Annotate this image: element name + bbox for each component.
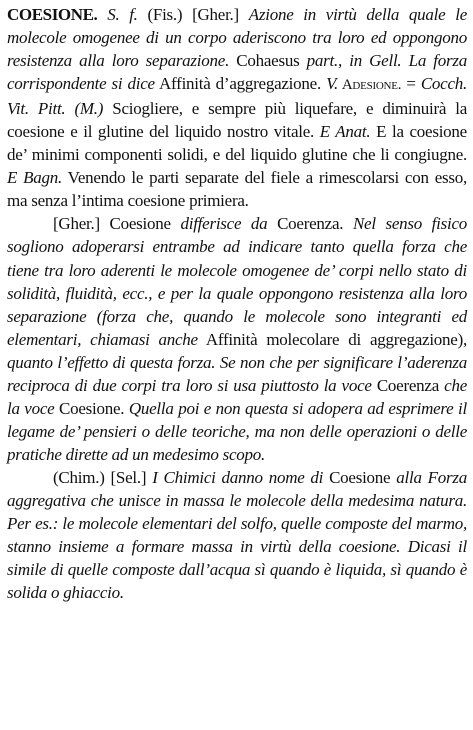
text-run: part., in Gell. La forza corrispondente si dice [7,51,468,94]
text-run: (Fis.) [Gher.] [137,5,249,24]
text-run: Coesione. [54,398,129,418]
text-run: Affinità d’aggregazione. [154,74,327,94]
text-run: Coesione [323,467,397,487]
text-run: Cocch. Vit. Pitt. (M.) [7,74,467,119]
text-run: Cohaesus [229,51,307,71]
text-run: Coerenza [371,375,445,395]
dictionary-entry-coesione [7,3,467,604]
text-run: Venendo le parti separate del fiele a rimescolarsi con esso, ma senza l’intima coesione primiera. [7,168,467,211]
text-run: Adesione. [338,77,402,94]
text-run: = [401,74,421,94]
text-run: I Chimici danno nome di [152,467,324,487]
entry-paragraph-definition [7,3,467,212]
text-run: che la voce [7,375,467,418]
text-run: Affinità molecolare di aggregazione), [197,329,467,349]
text-run: quanto l’effetto di questa forza. Se non che per significare l’aderenza reciproca di due corpi tra loro si usa piuttosto la voce [7,352,467,395]
text-run: che unisce in massa le molecole della medesima natura. Per es.: le molecole elementari del solfo, quelle composte del marmo, stanno insieme a formare massa in virtù della coesione. Dicasi il simile di quelle composte dall’acqua sì quando è liquida, sì quando è solida o ghiaccio. [7,490,467,603]
text-run: differisce da [180,214,268,234]
entry-paragraph-chemistry [7,466,467,604]
text-run: alla [396,467,422,487]
text-run: Forza aggregativa [7,467,467,510]
text-run: Quella poi e non questa si adopera ad esprimere il legame de’ pensieri o delle teoriche, ma non delle operazioni o delle pratiche dirette ad un medesimo scopo. [7,398,467,464]
text-run: [Gher.] Coesione [53,214,181,234]
text-run: Nel senso fisico sogliono adoperarsi entrambe ad indicare tanto quella forza che tiene tra loro aderenti le molecole omogenee de’ corpi nello stato di solidità, fluidità, ecc., e per la quale oppongono resistenza alla loro separazione (forza che, quando le molecole sono integranti ed elementari, chiamasi anche [7,214,468,349]
text-run: Azione in virtù della quale le molecole omogenee di un corpo aderiscono tra loro ed oppongono resistenza alla loro separazione. [7,5,467,71]
text-run: V. [326,74,339,94]
text-run: E Anat. [319,122,371,142]
text-run: E Bagn. [7,168,62,188]
text-run: Sciogliere, e sempre più liquefare, e diminuirà la coesione e il glutine del liquido nostro vitale. [7,99,467,142]
text-run: Coerenza. [267,214,353,234]
text-run: E la coesione de’ minimi componenti solidi, e del liquido glutine che li congiugne. [7,122,467,165]
entry-paragraph-distinction [7,212,467,466]
text-run: (Chim.) [Sel.] [53,467,153,487]
text-run [97,5,107,24]
text-run: S. f. [107,5,138,24]
headword: COESIONE. [7,5,98,24]
